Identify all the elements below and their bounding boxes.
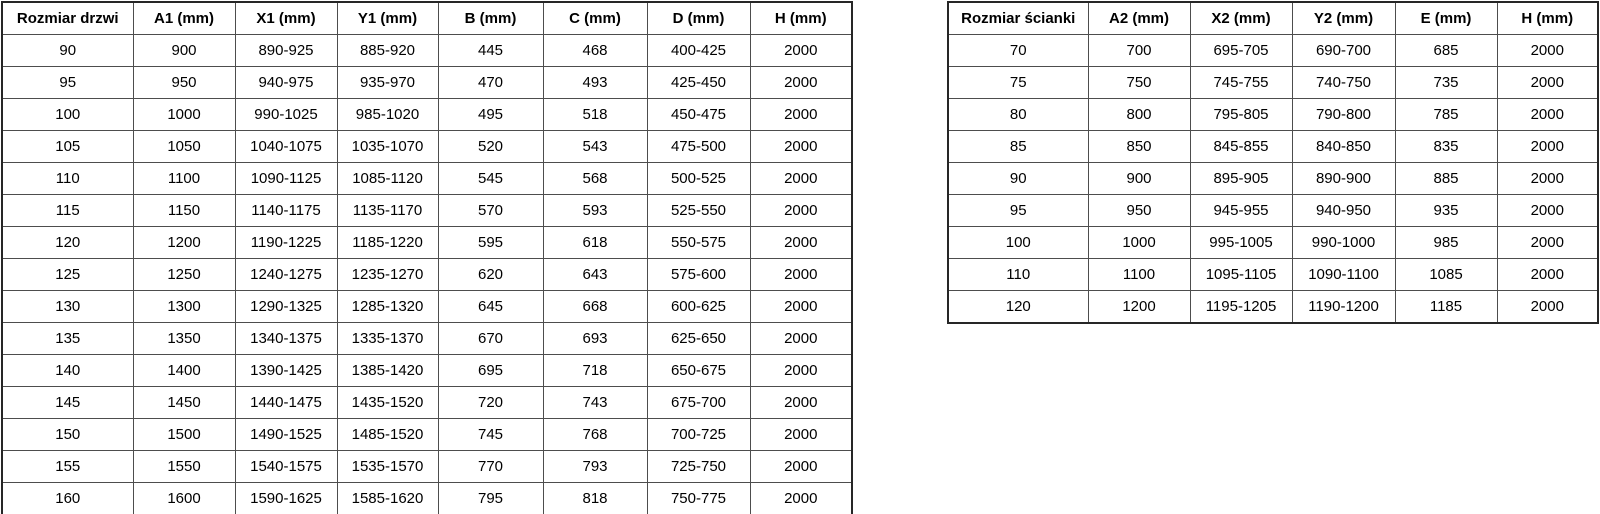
table-cell: 95 xyxy=(948,195,1088,227)
table-cell: 1235-1270 xyxy=(337,259,438,291)
table-cell: 2000 xyxy=(750,387,852,419)
table-cell: 1590-1625 xyxy=(235,483,337,514)
table-cell: 2000 xyxy=(750,323,852,355)
column-header: Rozmiar ścianki xyxy=(948,2,1088,35)
table-row xyxy=(2,483,852,514)
table-cell: 2000 xyxy=(750,259,852,291)
table-cell: 2000 xyxy=(1497,35,1598,67)
table-cell: 85 xyxy=(948,131,1088,163)
table-cell: 1390-1425 xyxy=(235,355,337,387)
table-cell: 1040-1075 xyxy=(235,131,337,163)
table-cell: 495 xyxy=(438,99,543,131)
table-row xyxy=(2,259,852,291)
table-cell: 1240-1275 xyxy=(235,259,337,291)
table-cell: 940-975 xyxy=(235,67,337,99)
table-cell: 1050 xyxy=(133,131,235,163)
table-cell: 675-700 xyxy=(647,387,750,419)
table-cell: 785 xyxy=(1395,99,1497,131)
table-cell: 750 xyxy=(1088,67,1190,99)
table-cell: 670 xyxy=(438,323,543,355)
table-cell: 795 xyxy=(438,483,543,514)
table-cell: 900 xyxy=(1088,163,1190,195)
table-cell: 1000 xyxy=(133,99,235,131)
table-cell: 593 xyxy=(543,195,647,227)
table-cell: 850 xyxy=(1088,131,1190,163)
table-cell: 100 xyxy=(2,99,133,131)
table-cell: 2000 xyxy=(750,67,852,99)
table-cell: 400-425 xyxy=(647,35,750,67)
table-cell: 2000 xyxy=(1497,99,1598,131)
table-cell: 700 xyxy=(1088,35,1190,67)
table-cell: 618 xyxy=(543,227,647,259)
table-cell: 1195-1205 xyxy=(1190,291,1292,324)
table-row xyxy=(948,291,1598,324)
table-cell: 1085 xyxy=(1395,259,1497,291)
table-cell: 940-950 xyxy=(1292,195,1395,227)
table-cell: 818 xyxy=(543,483,647,514)
table-cell: 1435-1520 xyxy=(337,387,438,419)
column-header: D (mm) xyxy=(647,2,750,35)
table-row xyxy=(2,291,852,323)
table-row xyxy=(2,227,852,259)
table-cell: 1100 xyxy=(133,163,235,195)
table-cell: 115 xyxy=(2,195,133,227)
table-cell: 995-1005 xyxy=(1190,227,1292,259)
table-cell: 950 xyxy=(133,67,235,99)
table-cell: 2000 xyxy=(750,35,852,67)
table-row xyxy=(2,163,852,195)
table-cell: 160 xyxy=(2,483,133,514)
table-cell: 900 xyxy=(133,35,235,67)
table-cell: 1135-1170 xyxy=(337,195,438,227)
table-cell: 1385-1420 xyxy=(337,355,438,387)
table-row xyxy=(2,323,852,355)
table-cell: 695-705 xyxy=(1190,35,1292,67)
table-cell: 2000 xyxy=(750,355,852,387)
table-cell: 450-475 xyxy=(647,99,750,131)
table-cell: 885 xyxy=(1395,163,1497,195)
table-cell: 70 xyxy=(948,35,1088,67)
table-cell: 1400 xyxy=(133,355,235,387)
column-header: E (mm) xyxy=(1395,2,1497,35)
table-row xyxy=(2,195,852,227)
table-cell: 1500 xyxy=(133,419,235,451)
table-cell: 518 xyxy=(543,99,647,131)
table-cell: 1440-1475 xyxy=(235,387,337,419)
table-cell: 1350 xyxy=(133,323,235,355)
table-cell: 620 xyxy=(438,259,543,291)
table-cell: 90 xyxy=(948,163,1088,195)
table-cell: 890-900 xyxy=(1292,163,1395,195)
table-cell: 690-700 xyxy=(1292,35,1395,67)
table-cell: 80 xyxy=(948,99,1088,131)
table-cell: 1540-1575 xyxy=(235,451,337,483)
table-cell: 75 xyxy=(948,67,1088,99)
table-cell: 1285-1320 xyxy=(337,291,438,323)
table-cell: 1085-1120 xyxy=(337,163,438,195)
table-cell: 750-775 xyxy=(647,483,750,514)
table-cell: 1035-1070 xyxy=(337,131,438,163)
table-cell: 1490-1525 xyxy=(235,419,337,451)
column-header: Rozmiar drzwi xyxy=(2,2,133,35)
table-cell: 1340-1375 xyxy=(235,323,337,355)
table-cell: 2000 xyxy=(750,131,852,163)
table-cell: 1250 xyxy=(133,259,235,291)
table-row xyxy=(2,387,852,419)
column-header: Y2 (mm) xyxy=(1292,2,1395,35)
table-cell: 990-1025 xyxy=(235,99,337,131)
table-cell: 1090-1125 xyxy=(235,163,337,195)
table-cell: 110 xyxy=(2,163,133,195)
table-cell: 543 xyxy=(543,131,647,163)
table-cell: 743 xyxy=(543,387,647,419)
column-header: H (mm) xyxy=(750,2,852,35)
table-cell: 600-625 xyxy=(647,291,750,323)
table-cell: 2000 xyxy=(750,195,852,227)
table-cell: 1550 xyxy=(133,451,235,483)
table-cell: 745-755 xyxy=(1190,67,1292,99)
table-cell: 1090-1100 xyxy=(1292,259,1395,291)
table-row xyxy=(948,259,1598,291)
table-cell: 2000 xyxy=(1497,163,1598,195)
table-row xyxy=(2,67,852,99)
table-cell: 130 xyxy=(2,291,133,323)
table-cell: 120 xyxy=(2,227,133,259)
table-cell: 500-525 xyxy=(647,163,750,195)
column-header: C (mm) xyxy=(543,2,647,35)
table-cell: 105 xyxy=(2,131,133,163)
table-row xyxy=(948,227,1598,259)
table-cell: 2000 xyxy=(1497,195,1598,227)
door-size-table xyxy=(1,1,853,514)
table-cell: 685 xyxy=(1395,35,1497,67)
table-cell: 700-725 xyxy=(647,419,750,451)
wall-size-table xyxy=(947,1,1599,324)
table-cell: 990-1000 xyxy=(1292,227,1395,259)
column-header: Y1 (mm) xyxy=(337,2,438,35)
table-cell: 2000 xyxy=(750,163,852,195)
table-cell: 125 xyxy=(2,259,133,291)
table-cell: 1200 xyxy=(133,227,235,259)
table-cell: 745 xyxy=(438,419,543,451)
table-row xyxy=(948,131,1598,163)
table-cell: 150 xyxy=(2,419,133,451)
column-header: H (mm) xyxy=(1497,2,1598,35)
table-cell: 1535-1570 xyxy=(337,451,438,483)
table-cell: 100 xyxy=(948,227,1088,259)
table-cell: 2000 xyxy=(1497,227,1598,259)
table-cell: 1190-1225 xyxy=(235,227,337,259)
table-row xyxy=(948,35,1598,67)
header-row xyxy=(948,2,1598,35)
table-cell: 145 xyxy=(2,387,133,419)
table-row xyxy=(2,99,852,131)
table-cell: 845-855 xyxy=(1190,131,1292,163)
table-row xyxy=(2,35,852,67)
table-cell: 1185 xyxy=(1395,291,1497,324)
table-cell: 1000 xyxy=(1088,227,1190,259)
table-cell: 1100 xyxy=(1088,259,1190,291)
table-cell: 1600 xyxy=(133,483,235,514)
table-cell: 643 xyxy=(543,259,647,291)
table-cell: 1300 xyxy=(133,291,235,323)
table-cell: 725-750 xyxy=(647,451,750,483)
table-cell: 1185-1220 xyxy=(337,227,438,259)
table-cell: 140 xyxy=(2,355,133,387)
table-cell: 120 xyxy=(948,291,1088,324)
table-cell: 985-1020 xyxy=(337,99,438,131)
table-cell: 735 xyxy=(1395,67,1497,99)
table-cell: 575-600 xyxy=(647,259,750,291)
table-row xyxy=(948,67,1598,99)
table-row xyxy=(2,451,852,483)
table-cell: 2000 xyxy=(1497,291,1598,324)
table-cell: 525-550 xyxy=(647,195,750,227)
table-cell: 545 xyxy=(438,163,543,195)
table-cell: 1095-1105 xyxy=(1190,259,1292,291)
column-header: A2 (mm) xyxy=(1088,2,1190,35)
table-cell: 1290-1325 xyxy=(235,291,337,323)
table-cell: 985 xyxy=(1395,227,1497,259)
table-cell: 720 xyxy=(438,387,543,419)
table-row xyxy=(948,195,1598,227)
table-cell: 1140-1175 xyxy=(235,195,337,227)
table-cell: 895-905 xyxy=(1190,163,1292,195)
table-cell: 790-800 xyxy=(1292,99,1395,131)
table-cell: 110 xyxy=(948,259,1088,291)
table-cell: 2000 xyxy=(750,291,852,323)
table-cell: 695 xyxy=(438,355,543,387)
table-cell: 550-575 xyxy=(647,227,750,259)
column-header: B (mm) xyxy=(438,2,543,35)
table-cell: 135 xyxy=(2,323,133,355)
table-cell: 1335-1370 xyxy=(337,323,438,355)
header-row xyxy=(2,2,852,35)
column-header: X2 (mm) xyxy=(1190,2,1292,35)
table-cell: 520 xyxy=(438,131,543,163)
table-cell: 155 xyxy=(2,451,133,483)
table-row xyxy=(2,131,852,163)
table-cell: 645 xyxy=(438,291,543,323)
table-cell: 570 xyxy=(438,195,543,227)
table-cell: 770 xyxy=(438,451,543,483)
table-cell: 945-955 xyxy=(1190,195,1292,227)
table-cell: 840-850 xyxy=(1292,131,1395,163)
table-cell: 950 xyxy=(1088,195,1190,227)
table-cell: 90 xyxy=(2,35,133,67)
table-cell: 568 xyxy=(543,163,647,195)
table-cell: 2000 xyxy=(750,227,852,259)
column-header: A1 (mm) xyxy=(133,2,235,35)
table-cell: 2000 xyxy=(1497,131,1598,163)
table-cell: 2000 xyxy=(750,451,852,483)
table-cell: 1450 xyxy=(133,387,235,419)
table-cell: 1485-1520 xyxy=(337,419,438,451)
table-cell: 625-650 xyxy=(647,323,750,355)
table-cell: 2000 xyxy=(750,99,852,131)
table-cell: 493 xyxy=(543,67,647,99)
table-cell: 768 xyxy=(543,419,647,451)
table-row xyxy=(948,99,1598,131)
table-cell: 468 xyxy=(543,35,647,67)
table-row xyxy=(948,163,1598,195)
table-row xyxy=(2,419,852,451)
table-cell: 445 xyxy=(438,35,543,67)
table-row xyxy=(2,355,852,387)
table-cell: 1200 xyxy=(1088,291,1190,324)
table-cell: 2000 xyxy=(1497,67,1598,99)
table-cell: 885-920 xyxy=(337,35,438,67)
table-cell: 718 xyxy=(543,355,647,387)
table-cell: 595 xyxy=(438,227,543,259)
table-cell: 935-970 xyxy=(337,67,438,99)
table-cell: 650-675 xyxy=(647,355,750,387)
table-cell: 668 xyxy=(543,291,647,323)
table-cell: 470 xyxy=(438,67,543,99)
table-cell: 475-500 xyxy=(647,131,750,163)
table-cell: 793 xyxy=(543,451,647,483)
table-cell: 935 xyxy=(1395,195,1497,227)
table-cell: 425-450 xyxy=(647,67,750,99)
table-cell: 1585-1620 xyxy=(337,483,438,514)
table-cell: 1150 xyxy=(133,195,235,227)
table-cell: 2000 xyxy=(750,419,852,451)
table-cell: 2000 xyxy=(750,483,852,514)
table-cell: 1190-1200 xyxy=(1292,291,1395,324)
table-cell: 95 xyxy=(2,67,133,99)
table-cell: 835 xyxy=(1395,131,1497,163)
column-header: X1 (mm) xyxy=(235,2,337,35)
table-cell: 740-750 xyxy=(1292,67,1395,99)
table-cell: 890-925 xyxy=(235,35,337,67)
table-cell: 2000 xyxy=(1497,259,1598,291)
table-cell: 795-805 xyxy=(1190,99,1292,131)
table-cell: 693 xyxy=(543,323,647,355)
table-cell: 800 xyxy=(1088,99,1190,131)
